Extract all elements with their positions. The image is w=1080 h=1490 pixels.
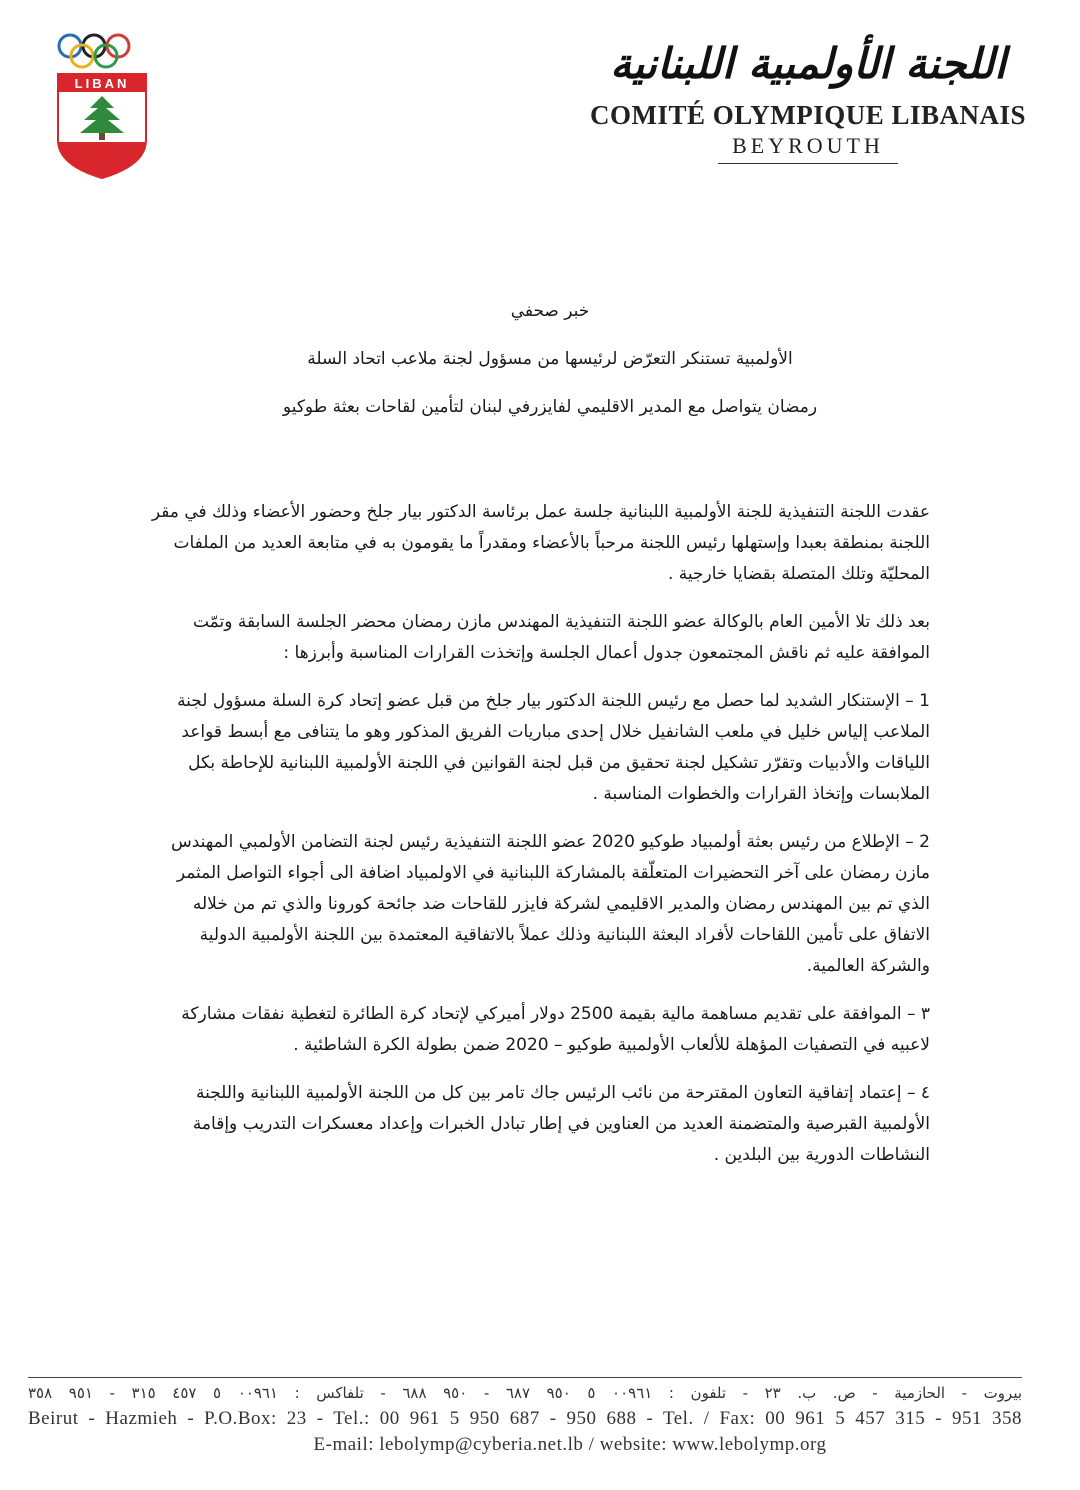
footer (28, 1382, 1022, 1458)
french-committee-name: COMITÉ OLYMPIQUE LIBANAIS (589, 100, 1027, 131)
footer-english-address: Beirut - Hazmieh - P.O.Box: 23 - Tel.: 00 961 5 950 687 - 950 688 - Tel. / Fax: 00 961 5 457 315 - 951 358 (28, 1408, 1022, 1429)
headline-2: رمضان يتواصل مع المدير الاقليمي لفايزرفي لبنان لتأمين لقاحات بعثة طوكيو (282, 397, 818, 418)
olympic-committee-logo (52, 30, 152, 180)
paragraph-item-3: ٣ – الموافقة على تقديم مساهمة مالية بقيمة 2500 دولار أميركي لإتحاد كرة الطائرة لتغطية نفقات مشاركة لاعبيه في التصفيات المؤهلة للألعاب الأولمبية طوكيو – 2020 ضمن بطولة الكرة الشاطئية . (181, 1004, 930, 1055)
paragraph-item-4: ٤ – إعتماد إتفاقية التعاون المقترحة من نائب الرئيس جاك تامر بين كل من اللجنة الأولمبية اللبنانية واللجنة الأولمبية القبرصية والمتضمنة العديد من العناوين في إطار تبادل الخبرات وإعداد معسكرات التدريب وإقامة النشاطات الدورية بين البلدين . (192, 1083, 930, 1165)
paragraph-intro: عقدت اللجنة التنفيذية للجنة الأولمبية اللبنانية جلسة عمل برئاسة الدكتور بيار جلخ وحضور الأعضاء وذلك في مقر اللجنة بمنطقة بعبدا وإستهلها رئيس اللجنة مرحباً بالأعضاء ومقدراً ما يقومون به في متابعة العديد من الملفات المحليّة وتلك المتصلة بقضايا خارجية . (151, 502, 930, 584)
city-name: BEYROUTH (718, 133, 898, 164)
headline-1: الأولمبية تستنكر التعرّض لرئيسها من مسؤول لجنة ملاعب اتحاد السلة (307, 349, 793, 370)
footer-contact: E-mail: lebolymp@cyberia.net.lb / website: www.lebolymp.org (313, 1434, 827, 1455)
footer-divider (28, 1377, 1022, 1378)
press-release-headings (200, 300, 900, 418)
arabic-committee-name: اللجنة الأولمبية اللبنانية (610, 39, 1006, 88)
press-release-body (150, 497, 930, 1188)
footer-arabic-address: بيروت - الحازمية - ص. ب. ٢٣ - تلفون : ٠٠٩٦١ ٥ ٩٥٠ ٦٨٧ - ٩٥٠ ٦٨٨ - تلفاكس : ٠٠٩٦١ ٥ ٤٥٧ ٣١٥ - ٩٥١ ٣٥٨ (28, 1384, 1023, 1402)
paragraph-item-2: 2 – الإطلاع من رئيس بعثة أولمبياد طوكيو 2020 عضو اللجنة التنفيذية رئيس لجنة التضامن الأولمبي المهندس مازن رمضان على آخر التحضيرات المتعلّقة بالمشاركة اللبنانية في الاولمبياد اضافة الى أجواء التواصل المثمر الذي تم بين المهندس رمضان والمدير الاقليمي لشركة فايزر للقاحات ضد جائحة كورونا والذي تم من خلاله الاتفاق على تأمين اللقاحات لأفراد البعثة اللبنانية وذلك عملاً بالاتفاقية المعتمدة بين اللجنة الأولمبية الدولية والشركة العالمية. (170, 832, 930, 976)
logo-text: LIBAN (74, 76, 130, 91)
paragraph-item-1: 1 – الإستنكار الشديد لما حصل مع رئيس اللجنة الدكتور بيار جلخ من قبل عضو إتحاد كرة السلة مسؤول لجنة الملاعب إلياس خليل في ملعب الشانفيل خلال إحدى مباريات الفريق المذكور وهو ما يتنافى مع أبسط قواعد اللياقات والأدبيات وتقرّر تشكيل لجنة تحقيق من قبل لجنة القوانين في اللجنة الأولمبية اللبنانية للإحاطة بكل الملابسات وإتخاذ القرارات والخطوات المناسبة . (177, 691, 930, 804)
press-release-label: خبر صحفي (510, 301, 590, 321)
letterhead (568, 40, 1048, 164)
paragraph-minutes: بعد ذلك تلا الأمين العام بالوكالة عضو اللجنة التنفيذية المهندس مازن رمضان محضر الجلسة السابقة وتمّت الموافقة عليه ثم ناقش المجتمعون جدول أعمال الجلسة وإتخذت القرارات المناسبة وأبرزها : (192, 612, 930, 663)
